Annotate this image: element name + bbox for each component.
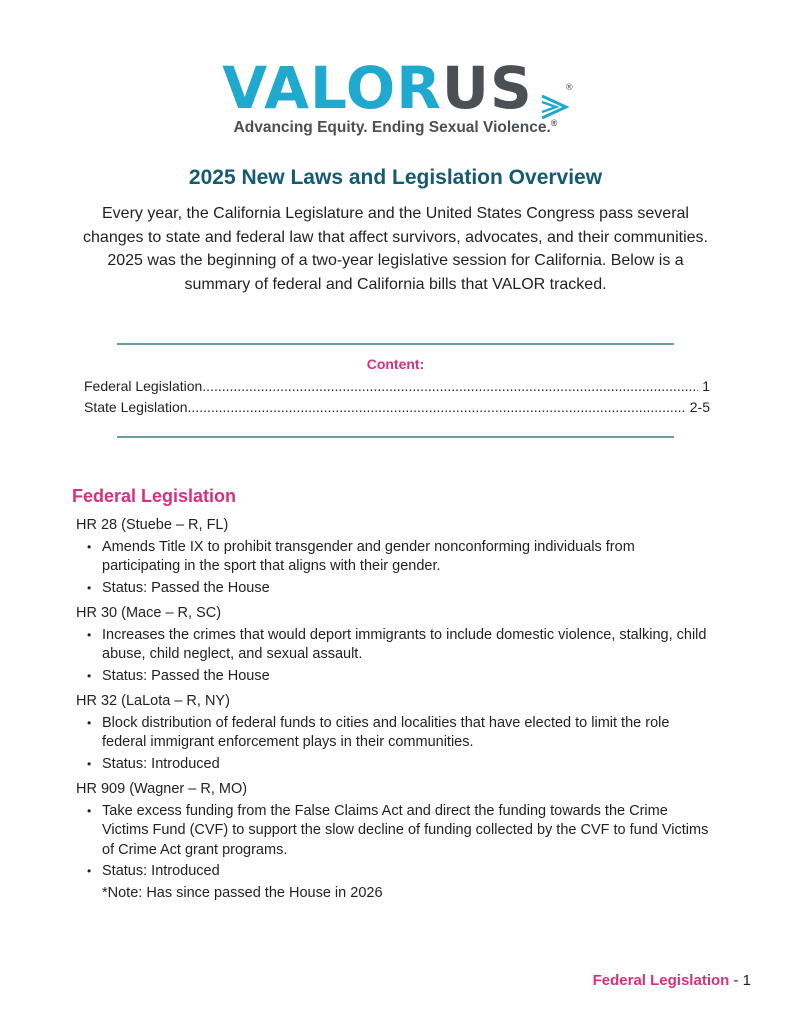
toc-item-federal[interactable] [84,376,710,396]
toc-dot-leader [202,376,698,396]
bill-note: *Note: Has since passed the House in 2026 [102,884,383,901]
tagline-registered-mark: ® [550,118,558,128]
bill-title: HR 32 (LaLota – R, NY) [76,693,230,709]
bill-entry [76,692,716,774]
footer-section-label: Federal Legislation [592,972,730,989]
bill-status: • Status: Passed the House [102,579,716,599]
bill-entry [76,516,716,598]
divider-bottom [117,436,674,438]
toc-item-page: 1 [702,378,710,394]
bill-summary: • Block distribution of federal funds to cities and localities that have elected to limit the role federal immigrant enforcement plays in their communities. [102,714,716,753]
bill-status: • Status: Passed the House [102,667,716,687]
divider-top [117,343,674,345]
page-footer [593,972,751,989]
bill-title: HR 30 (Mace – R, SC) [76,605,222,621]
bill-entry [76,604,716,686]
bill-status: • Status: Introduced [102,862,716,882]
toc-item-label: Federal Legislation [84,378,203,394]
bill-summary: • Amends Title IX to prohibit transgender and gender nonconforming individuals from participating in the sport that aligns with their gender. [102,538,716,577]
logo-valor-text: VALOR [222,54,442,122]
bill-summary: • Increases the crimes that would deport immigrants to include domestic violence, stalking, child abuse, child neglect, and sexual assault. [102,626,716,665]
footer-separator: - [729,972,743,989]
federal-bills-list [76,516,716,909]
toc-heading: Content: [366,356,425,372]
page-title: 2025 New Laws and Legislation Overview [188,166,603,189]
registered-mark: ® [564,83,575,93]
logo-tagline [0,118,791,137]
toc-item-page: 2-5 [689,399,710,415]
toc-item-state[interactable] [84,397,710,417]
logo-us-text: US [441,54,533,122]
bill-status: • Status: Introduced [102,755,716,775]
bill-title: HR 909 (Wagner – R, MO) [76,781,248,797]
footer-page-number: 1 [742,972,751,989]
bill-entry [76,780,716,903]
bill-summary: • Take excess funding from the False Claims Act and direct the funding towards the Crime Victims Fund (CVF) to support the slow decline of funding collected by the CVF to fund Victims of Crime Act grant programs. [102,802,716,861]
bill-title: HR 28 (Stuebe – R, FL) [76,517,229,533]
intro-paragraph: Every year, the California Legislature and the United States Congress pass several changes to state and federal law that affect survivors, advocates, and their communities. 2025 was the beginning of a two-year legislative session for California. Below is a summary of federal and California bills that VALOR tracked. [83,205,708,293]
toc-dot-leader [188,397,686,417]
toc-item-label: State Legislation [84,399,188,415]
section-heading-federal: Federal Legislation [72,486,237,506]
tagline-text: Advancing Equity. Ending Sexual Violence. [233,119,551,137]
